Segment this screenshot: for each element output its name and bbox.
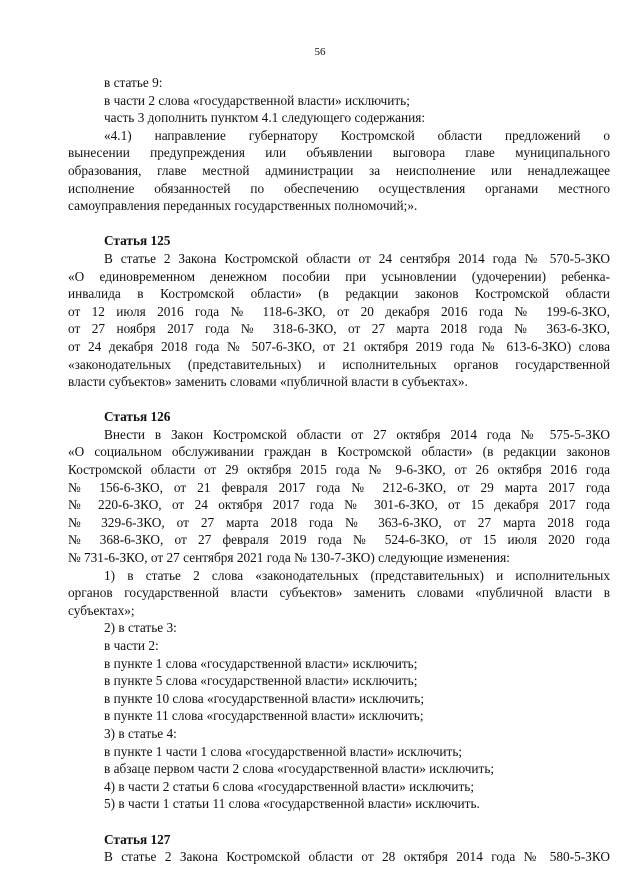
quote-line: самоуправления переданных государственных полномочий;». [68,198,418,214]
text-line: «законодательных (представительных) и исполнительных органов государственной [68,356,610,372]
list-item: в пункте 11 слова «государственной власти» исключить; [104,708,424,724]
article-126 [68,408,610,813]
article-heading: Статья 125 [104,233,171,249]
list-item: в пункте 10 слова «государственной власти» исключить; [104,690,425,706]
list-item: 2) в статье 3: [104,620,177,636]
text-line: № 220-6-ЗКО, от 24 октября 2017 года № 301-6-ЗКО, от 15 декабря 2017 года [68,497,610,513]
text-line: от 12 июля 2016 года № 118-6-ЗКО, от 20 декабря 2016 года № 199-6-ЗКО, [68,303,610,319]
list-item: в пункте 1 слова «государственной власти» исключить; [104,655,418,671]
text-line: Внести в Закон Костромской области от 27 октября 2014 года № 575-5-ЗКО [104,426,610,442]
intro-section [68,74,610,215]
quote-line: вынесении предупреждения или объявлении выговора главе муниципального [68,145,610,161]
article-heading: Статья 127 [104,831,171,847]
text-line: «О единовременном денежном пособии при усыновлении (удочерении) ребенка- [68,268,610,284]
text-line: в части 2 слова «государственной власти» исключить; [104,92,410,108]
list-item: в части 2: [104,638,159,653]
list-item: 4) в части 2 статьи 6 слова «государственной власти» исключить; [104,778,475,794]
text-line: № 368-6-ЗКО, от 27 февраля 2019 года № 524-6-ЗКО, от 15 июля 2020 года [68,532,610,548]
quote-line: «4.1) направление губернатору Костромской области предложений о [104,127,610,143]
text-line: № 731-6-ЗКО, от 27 сентября 2021 года № 130-7-ЗКО) следующие изменения: [68,550,510,566]
text-line: инвалида в Костромской области» (в редакции законов Костромской области [68,286,610,302]
list-item: 1) в статье 2 слова «законодательных (представительных) и исполнительных [104,567,610,583]
quote-line: исполнение обязанностей по обеспечению осуществления органами местного [68,180,610,196]
text-line: от 24 декабря 2018 года № 507-6-ЗКО, от 21 октября 2019 года № 613-6-ЗКО) слова [68,338,610,354]
text-line: «О социальном обслуживании граждан в Костромской области» (в редакции законов [68,444,610,460]
text-line: В статье 2 Закона Костромской области от 24 сентября 2014 года № 570-5-ЗКО [104,250,610,266]
text-line: в статье 9: [104,75,163,90]
page-number: 56 [314,46,326,58]
text-line: Костромской области от 29 октября 2015 года № 9-6-ЗКО, от 26 октября 2016 года [68,462,610,478]
text-line: часть 3 дополнить пунктом 4.1 следующего содержания: [104,110,426,126]
article-heading: Статья 126 [104,409,171,425]
document-body [68,74,610,866]
list-item: в пункте 5 слова «государственной власти» исключить; [104,673,418,689]
text-line: № 156-6-ЗКО, от 21 февраля 2017 года № 212-6-ЗКО, от 29 марта 2017 года [68,479,610,495]
article-125 [68,232,610,390]
article-127 [68,831,610,866]
text-line: В статье 2 Закона Костромской области от 28 октября 2014 года № 580-5-ЗКО [104,849,610,865]
quote-line: образования, главе местной администрации за неисполнение или ненадлежащее [68,162,610,178]
list-item: органов государственной власти субъектов» заменить словами «публичной власти в [68,585,610,601]
list-item: в абзаце первом части 2 слова «государственной власти» исключить; [104,761,495,777]
text-line: власти субъектов» заменить словами «публичной власти в субъектах». [68,374,468,390]
list-item: в пункте 1 части 1 слова «государственной власти» исключить; [104,743,463,759]
text-line: от 27 ноября 2017 года № 318-6-ЗКО, от 27 марта 2018 года № 363-6-ЗКО, [68,321,610,337]
list-item: 3) в статье 4: [104,725,177,741]
text-line: № 329-6-ЗКО, от 27 марта 2018 года № 363-6-ЗКО, от 27 марта 2018 года [68,514,610,530]
list-item: 5) в части 1 статьи 11 слова «государственной власти» исключить. [104,796,480,812]
list-item: субъектах»; [68,602,135,618]
